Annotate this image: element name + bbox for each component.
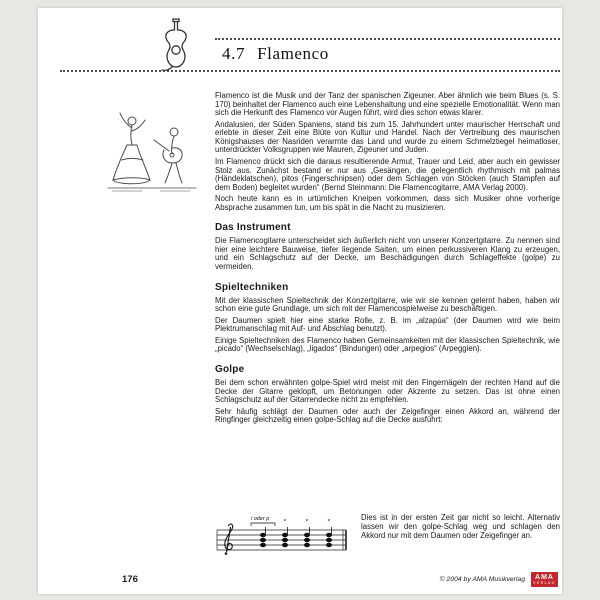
golpe-mark: × [327, 518, 331, 524]
ama-logo-text: AMA [535, 573, 554, 581]
section-paragraph: Die Flamencogitarre unterscheidet sich äußerlich nicht von unserer Konzertgitarre. Zu nennen sind hier eine leichtere Bauweise, tiefer liegende Saiten, um einen perkussiveren Klang zu erzeugen, und ein Schlagschutz auf der Decke, um Beschädigungen durch Schlageffekte (golpe) zu vermeiden. [215, 236, 560, 271]
intro-paragraph: Im Flamenco drückt sich die daraus resultierende Armut, Trauer und Leid, aber auch ein gewisser Stolz aus. Zunächst bestand er nur aus „Gesängen, die gelegentlich rhythmisch mit palmas (Händeklatschen), pitos (Fingerschnipsen) oder dem Schlagen von Stöcken (auch Stampfen auf dem Boden) begleitet wurden“ (Bernd Steinmann: Die Flamencogitarre, AMA Verlag 2000). [215, 156, 560, 192]
guitar-icon [154, 18, 198, 74]
section-title: Flamenco [257, 44, 329, 63]
section-paragraph: Sehr häufig schlägt der Daumen oder auch der Zeigefinger einen Akkord an, während der Ringfinger gleichzeitig einen golpe-Schlag auf die Decke ausführt: [215, 406, 560, 425]
section-paragraph: Einige Spieltechniken des Flamenco haben Gemeinsamkeiten mit der klassischen Spieltechnik, wie „picado“ (Wechselschlag), „ligados“ (Bindungen) oder „arpegios“ (Arpeggien). [215, 335, 560, 354]
fingering-label: i oder p [251, 516, 270, 522]
ama-logo-subtext: VERLAG [533, 580, 556, 585]
golpe-mark: × [283, 518, 287, 524]
intro-paragraph: Flamenco ist die Musik und der Tanz der spanischen Zigeuner. Aber ähnlich wie beim Blues (s. S. 170) beinhaltet der Flamenco auch eine Lebenshaltung und eine spezielle Emotionalität. Wenn man sich die Herkunft des Flamenco vor Augen führt, wird dies schon etwas klarer. [215, 92, 560, 118]
ama-verlag-logo [531, 572, 558, 587]
copyright-text: © 2004 by AMA Musikverlag [439, 576, 525, 583]
header-rule-bottom [60, 70, 560, 72]
flamenco-illustration [102, 108, 202, 196]
section-heading-das-instrument: Das Instrument [215, 222, 291, 234]
text-column [215, 92, 560, 512]
golpe-mark: × [305, 518, 309, 524]
intro-paragraph: Noch heute kann es in urtümlichen Kneipen vorkommen, dass sich Musiker ohne vorherige Absprache zusammen tun, um bis spät in die Nacht zu musizieren. [215, 194, 560, 212]
staff-notation [215, 514, 349, 571]
section-paragraph: Bei dem schon erwähnten golpe-Spiel wird meist mit den Fingernägeln der rechten Hand auf die Decke der Gitarre geklopft, um Betonungen oder Akzente zu setzen. Das ist ohne einen Schlagschutz auf der Gitarrendecke nicht zu empfehlen. [215, 377, 560, 405]
page-title [222, 44, 329, 64]
notation-row [215, 514, 560, 571]
header-rule-top [215, 38, 560, 40]
section-heading-spieltechniken: Spieltechniken [215, 281, 289, 293]
section-heading-golpe: Golpe [215, 363, 245, 375]
book-page [38, 8, 562, 594]
page-footer [60, 572, 558, 587]
notation-caption: Dies ist in der ersten Zeit gar nicht so leicht. Alternativ lassen wir den golpe-Schlag weg und schlagen den Akkord nur mit dem Daumen oder Zeigefinger an. [361, 513, 560, 540]
section-number: 4.7 [222, 44, 246, 63]
intro-paragraph: Andalusien, der Süden Spaniens, stand bis zum 15. Jahrhundert unter maurischer Herrschaft und erlebte in dieser Zeit eine Blüte von Kultur und Handel. Nach der Vertreibung des maurischen Königshauses der Nasriden verarmte das Land und wurde zu einem Schmelztiegel heimatloser, unterdrückter Volksgruppen wie Mauren, Zigeuner und Juden. [215, 119, 560, 155]
page-number: 176 [122, 574, 138, 585]
section-paragraph: Mit der klassischen Spieltechnik der Konzertgitarre, wie wir sie kennen gelernt haben, haben wir schon eine gute Grundlage, um sich mit der Flamencospielweise zu beschäftigen. [215, 295, 560, 314]
section-paragraph: Der Daumen spielt hier eine starke Rolle, z. B. im „alzapúa“ (der Daumen wird wie beim Plektrumanschlag mit Auf- und Abschlag benutzt). [215, 315, 560, 334]
footer-right [440, 572, 558, 587]
